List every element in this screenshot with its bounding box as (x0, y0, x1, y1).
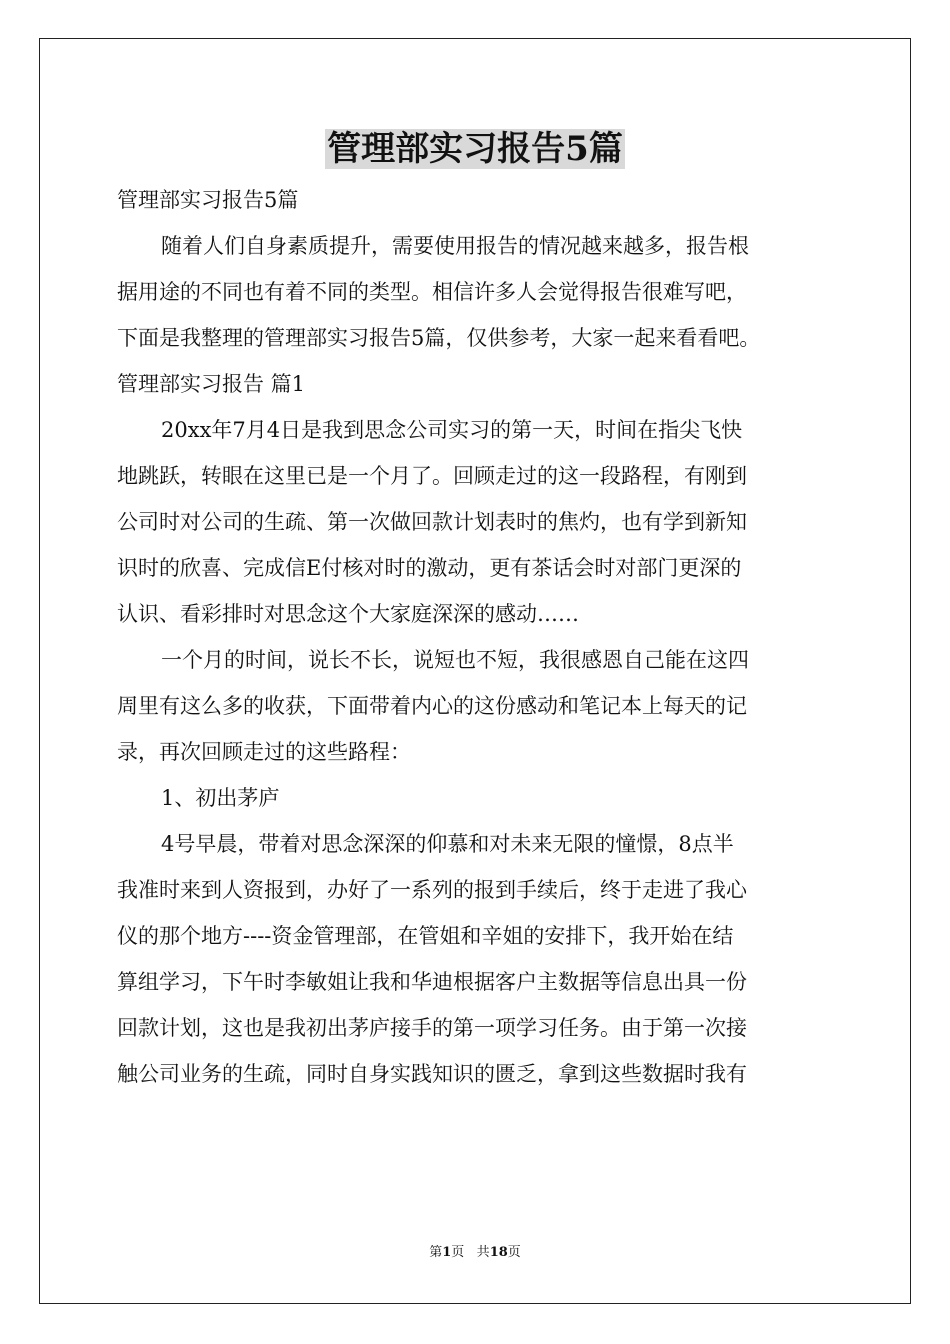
text-line: 回款计划，这也是我初出茅庐接手的第一项学习任务。由于第一次接 (117, 1016, 747, 1040)
text-line: 管理部实习报告5篇 (117, 188, 299, 212)
text-line: 4号早晨，带着对思念深深的仰慕和对未来无限的憧憬，8点半 (161, 832, 734, 856)
document-title-text: 管理部实习报告5篇 (327, 129, 623, 169)
document-body (117, 177, 837, 1097)
text-line: 1、初出茅庐 (161, 786, 280, 810)
text-line: 20xx年7月4日是我到思念公司实习的第一天，时间在指尖飞快 (161, 418, 743, 442)
text-line: 管理部实习报告 篇1 (117, 372, 306, 396)
text-line: 下面是我整理的管理部实习报告5篇，仅供参考，大家一起来看看吧。 (117, 326, 761, 350)
text-line: 录，再次回顾走过的这些路程： (117, 740, 411, 764)
text-line: 算组学习，下午时李敏姐让我和华迪根据客户主数据等信息出具一份 (117, 970, 747, 994)
text-line: 认识、看彩排时对思念这个大家庭深深的感动…… (117, 602, 579, 626)
footer-total-pages: 18 (489, 1245, 508, 1260)
text-line: 一个月的时间，说长不长，说短也不短，我很感恩自己能在这四 (161, 648, 749, 672)
document-title (0, 122, 950, 176)
text-line: 公司时对公司的生疏、第一次做回款计划表时的焦灼，也有学到新知 (117, 510, 747, 534)
text-line: 地跳跃，转眼在这里已是一个月了。回顾走过的这一段路程，有刚到 (117, 464, 747, 488)
text-line: 随着人们自身素质提升，需要使用报告的情况越来越多，报告根 (161, 234, 749, 258)
text-line: 仪的那个地方----资金管理部，在管姐和辛姐的安排下，我开始在结 (117, 924, 734, 948)
text-line: 触公司业务的生疏，同时自身实践知识的匮乏，拿到这些数据时我有 (117, 1062, 747, 1086)
footer-page-suffix: 页 (451, 1245, 465, 1260)
text-line: 识时的欣喜、完成信E付核对时的激动，更有茶话会时对部门更深的 (117, 556, 742, 580)
text-line: 我准时来到人资报到，办好了一系列的报到手续后，终于走进了我心 (117, 878, 747, 902)
text-line: 据用途的不同也有着不同的类型。相信许多人会觉得报告很难写吧， (117, 280, 747, 304)
text-line: 周里有这么多的收获，下面带着内心的这份感动和笔记本上每天的记 (117, 694, 747, 718)
footer-page-number: 1 (442, 1245, 452, 1260)
footer-total-suffix: 页 (507, 1245, 521, 1260)
footer-page-prefix: 第 (429, 1245, 443, 1260)
footer-total-prefix: 共 (476, 1245, 490, 1260)
page-footer (0, 1244, 950, 1262)
